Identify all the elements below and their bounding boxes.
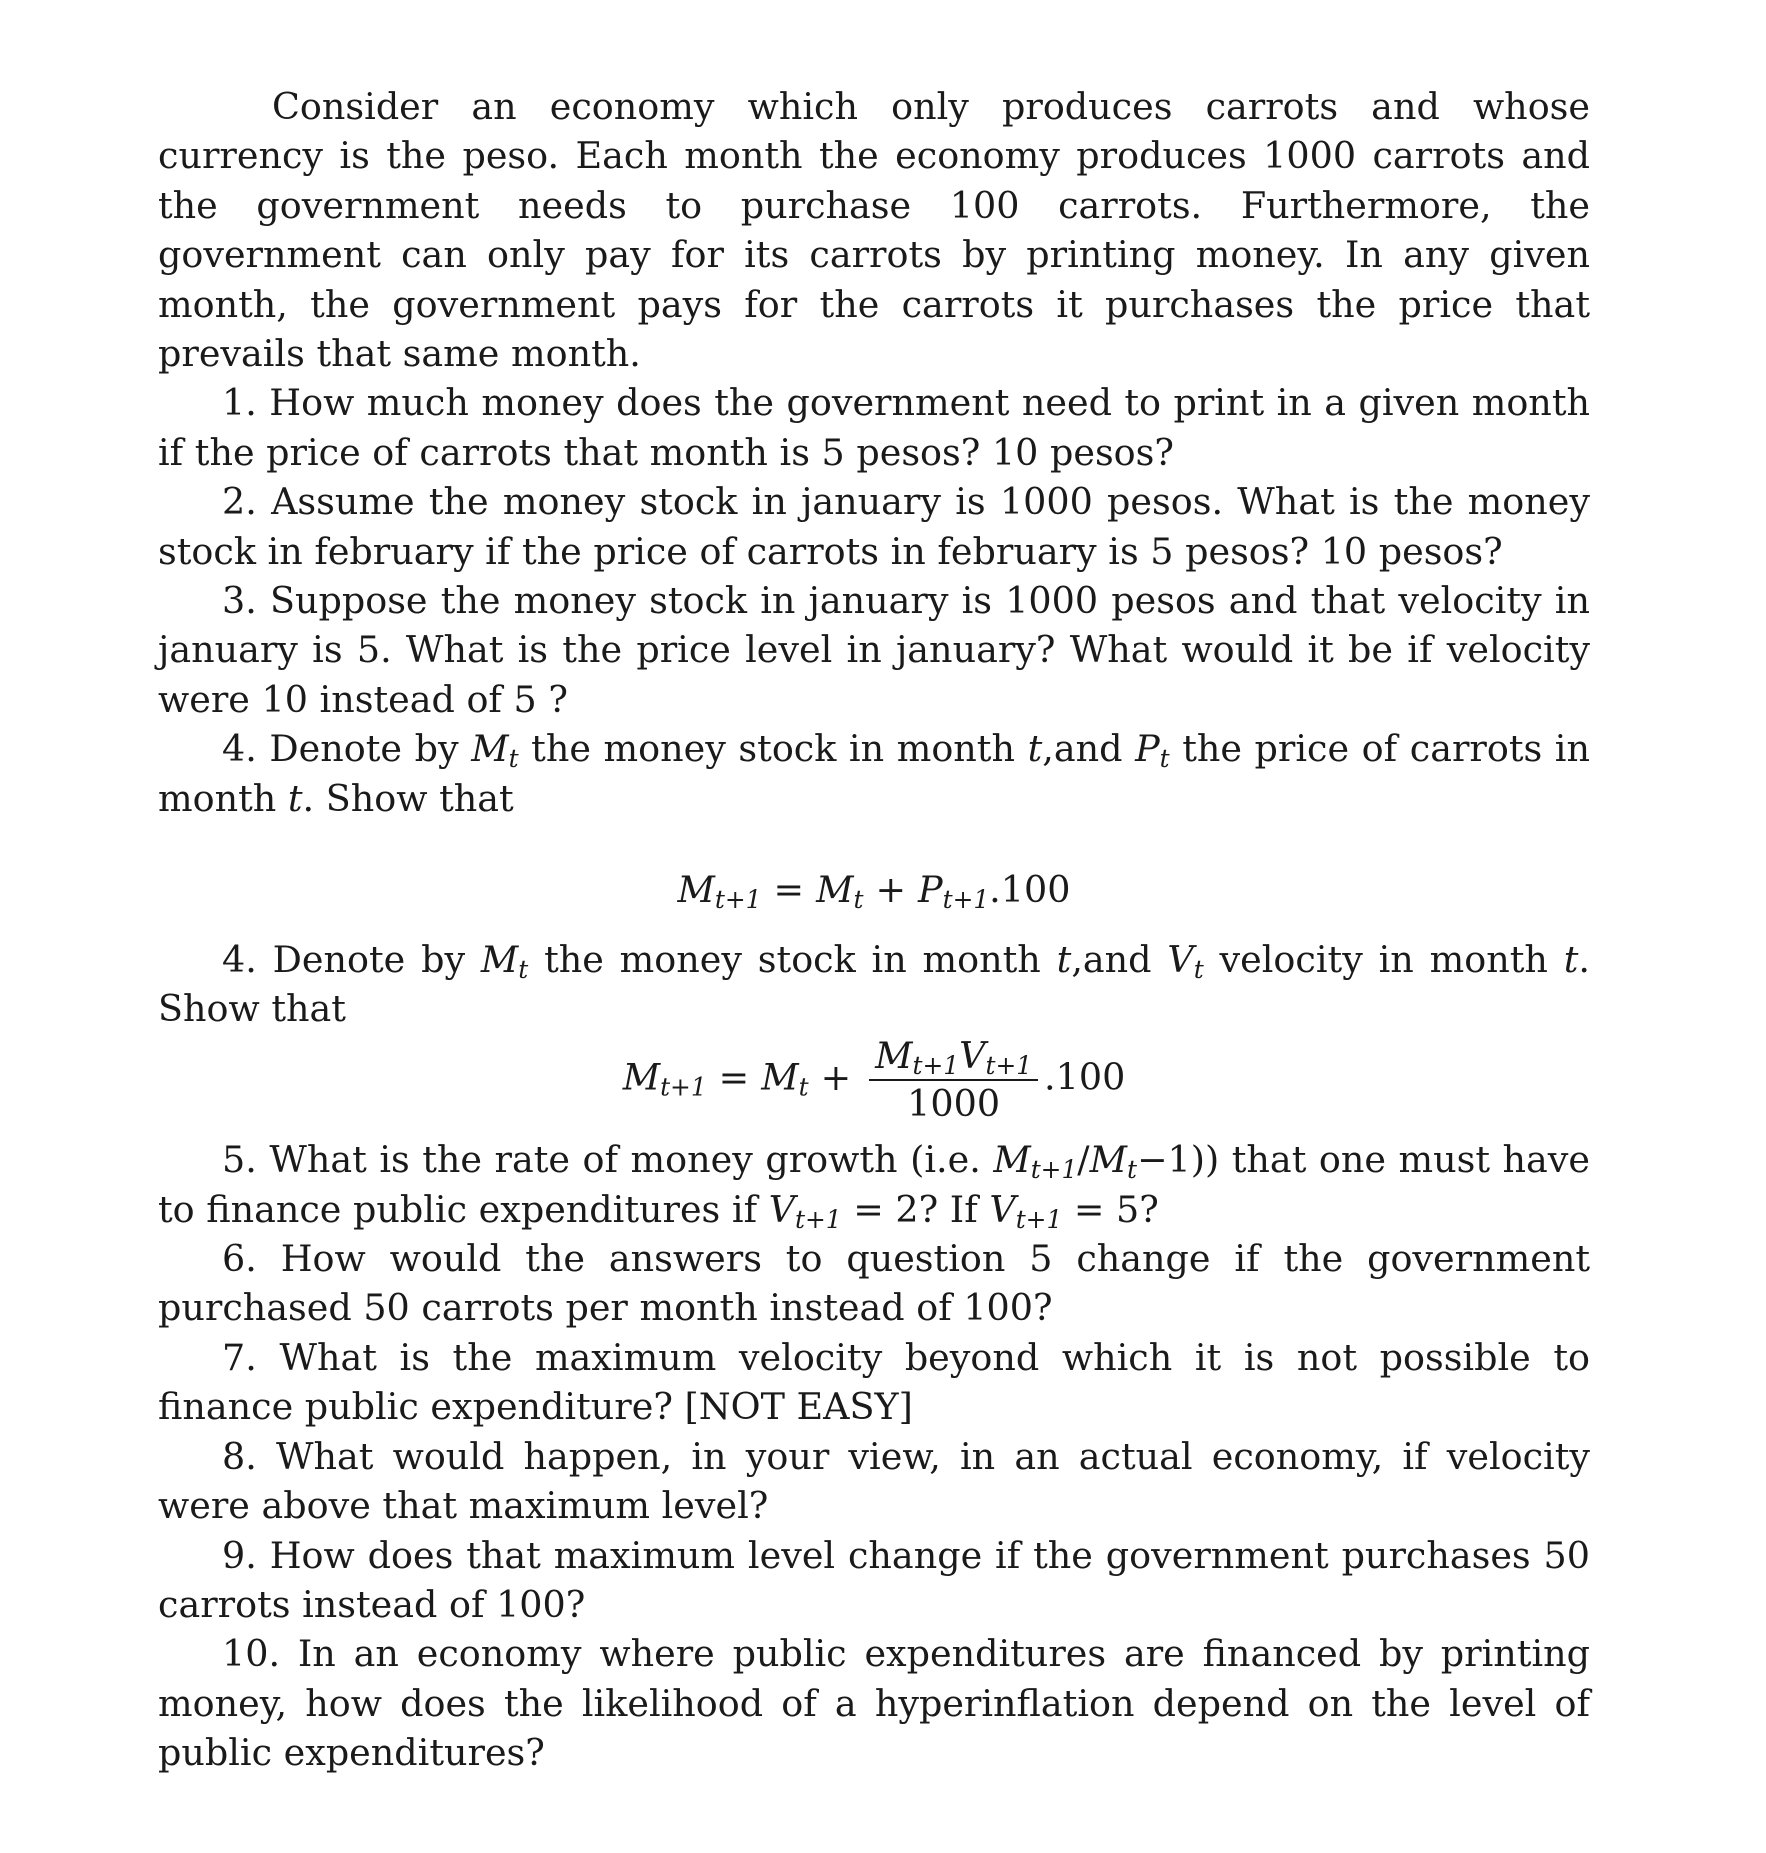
question-8: 8. What would happen, in your view, in an actual economy, if velocity were above that maximum level? xyxy=(158,1434,1590,1528)
question-4b xyxy=(158,935,1590,1034)
g-m2: M xyxy=(1089,1138,1127,1182)
question-6: 6. How would the answers to question 5 change if the government purchased 50 carrots per month instead of 100? xyxy=(158,1237,1590,1330)
num-v: V xyxy=(959,1034,986,1078)
v2-v: V xyxy=(989,1187,1016,1231)
var-m: M xyxy=(471,727,509,771)
q4b-text-4: velocity in month xyxy=(1203,937,1564,981)
question-5 xyxy=(158,1135,1590,1234)
q4a-text-4: the price of carrots in month xyxy=(158,727,1590,820)
g-sub-t: t xyxy=(1126,1155,1137,1185)
eq1-dot100: .100 xyxy=(989,868,1071,912)
q5-text-2: ) that one must have to finance public expenditures if xyxy=(158,1138,1591,1231)
v1-value: = 2 xyxy=(853,1187,919,1231)
sub-t: t xyxy=(518,954,529,984)
g-sub-t1: t+1 xyxy=(1030,1155,1078,1185)
eq2-fraction xyxy=(869,1035,1038,1125)
eq1-plus: + xyxy=(875,868,907,912)
var-t: t xyxy=(287,776,303,820)
sub-t: t xyxy=(508,744,519,774)
eq2-numerator xyxy=(869,1035,1038,1081)
v-expr-1 xyxy=(768,1187,919,1234)
question-10: 10. In an economy where public expenditures are financed by printing money, how does the likelihood of a hyperinflation depend on the level of public expenditures? xyxy=(158,1632,1590,1775)
g-minus: − xyxy=(1136,1138,1168,1182)
var-p: P xyxy=(1135,727,1160,771)
equation-1 xyxy=(158,865,1590,914)
eq1-m2: M xyxy=(816,868,854,912)
question-4a xyxy=(158,724,1590,823)
question-9: 9. How does that maximum level change if the government purchases 50 carrots instead of 100? xyxy=(158,1533,1590,1626)
var-t: t xyxy=(1027,727,1043,771)
v1-sub: t+1 xyxy=(795,1204,842,1234)
v2-sub: t+1 xyxy=(1015,1204,1063,1234)
sub-t: t xyxy=(1193,954,1204,984)
q4a-text-5: . Show that xyxy=(302,776,514,820)
growth-expression xyxy=(993,1138,1205,1185)
num-m: M xyxy=(875,1034,913,1078)
v1-v: V xyxy=(768,1187,796,1231)
q4a-text-2: the money stock in month xyxy=(518,727,1028,771)
document-page xyxy=(158,82,1590,1778)
symbol-m-t xyxy=(471,727,519,774)
q5-text-1: 5. What is the rate of money growth (i.e. xyxy=(222,1138,994,1182)
question-1: 1. How much money does the government need to print in a given month if the price of carrots that month is 5 pesos? 10 pesos? xyxy=(158,381,1590,474)
q4b-text-3: ,and xyxy=(1071,937,1168,981)
q4a-text-3: ,and xyxy=(1042,727,1136,771)
eq2-m2: M xyxy=(761,1055,799,1099)
q4b-text-1: 4. Denote by xyxy=(222,937,481,981)
question-7: 7. What is the maximum velocity beyond which it is not possible to finance public expenditure? [NOT EASY] xyxy=(158,1335,1590,1429)
symbol-m-t xyxy=(480,937,529,984)
eq2-denominator: 1000 xyxy=(907,1082,1001,1126)
var-t: t xyxy=(1056,937,1072,981)
eq2-sub-t1: t+1 xyxy=(660,1072,707,1102)
symbol-p-t xyxy=(1135,727,1170,774)
question-2: 2. Assume the money stock in january is 1000 pesos. What is the money stock in february if the price of carrots in february is 5 pesos? 10 pesos? xyxy=(158,480,1590,573)
var-t: t xyxy=(1563,937,1579,981)
intro-paragraph: Consider an economy which only produces carrots and whose currency is the peso. Each month the economy produces 1000 carrots and the government needs to purchase 100 carrots. Furthermore, the government can only pay for its carrots by printing money. In any given month, the government pays for the carrots it purchases the price that prevails that same month. xyxy=(158,85,1590,376)
eq1-sub-t1: t+1 xyxy=(714,885,762,915)
eq1-sub-t1b: t+1 xyxy=(942,885,990,915)
eq2-equals: = xyxy=(718,1055,750,1099)
q4b-text-5: . Show that xyxy=(158,937,1590,1030)
q4a-text-1: 4. Denote by xyxy=(222,727,472,771)
v2-value: = 5 xyxy=(1073,1187,1140,1231)
equation-2 xyxy=(158,1035,1590,1125)
num-sub-t1: t+1 xyxy=(912,1051,960,1081)
q5-text-4: ? xyxy=(1139,1187,1159,1231)
v-expr-2 xyxy=(989,1187,1140,1234)
eq2-plus: + xyxy=(820,1055,852,1099)
num-sub-t1b: t+1 xyxy=(985,1051,1033,1081)
eq1-p: P xyxy=(918,868,943,912)
var-m: M xyxy=(480,937,519,981)
q4b-text-2: the money stock in month xyxy=(528,937,1057,981)
g-one: 1) xyxy=(1167,1138,1205,1182)
g-m: M xyxy=(993,1138,1031,1182)
eq1-equals: = xyxy=(773,868,805,912)
eq2-dot100: .100 xyxy=(1044,1055,1126,1099)
q5-text-3: ? If xyxy=(918,1187,990,1231)
eq2-m: M xyxy=(622,1055,661,1099)
g-slash: / xyxy=(1077,1138,1090,1182)
eq2-sub-t: t xyxy=(798,1072,809,1102)
symbol-v-t xyxy=(1167,937,1204,984)
var-v: V xyxy=(1167,937,1194,981)
eq1-m: M xyxy=(677,868,715,912)
sub-t: t xyxy=(1159,744,1170,774)
eq1-sub-t: t xyxy=(853,885,864,915)
question-3: 3. Suppose the money stock in january is 1000 pesos and that velocity in january is 5. What is the price level in january? What would it be if velocity were 10 instead of 5 ? xyxy=(158,579,1590,721)
